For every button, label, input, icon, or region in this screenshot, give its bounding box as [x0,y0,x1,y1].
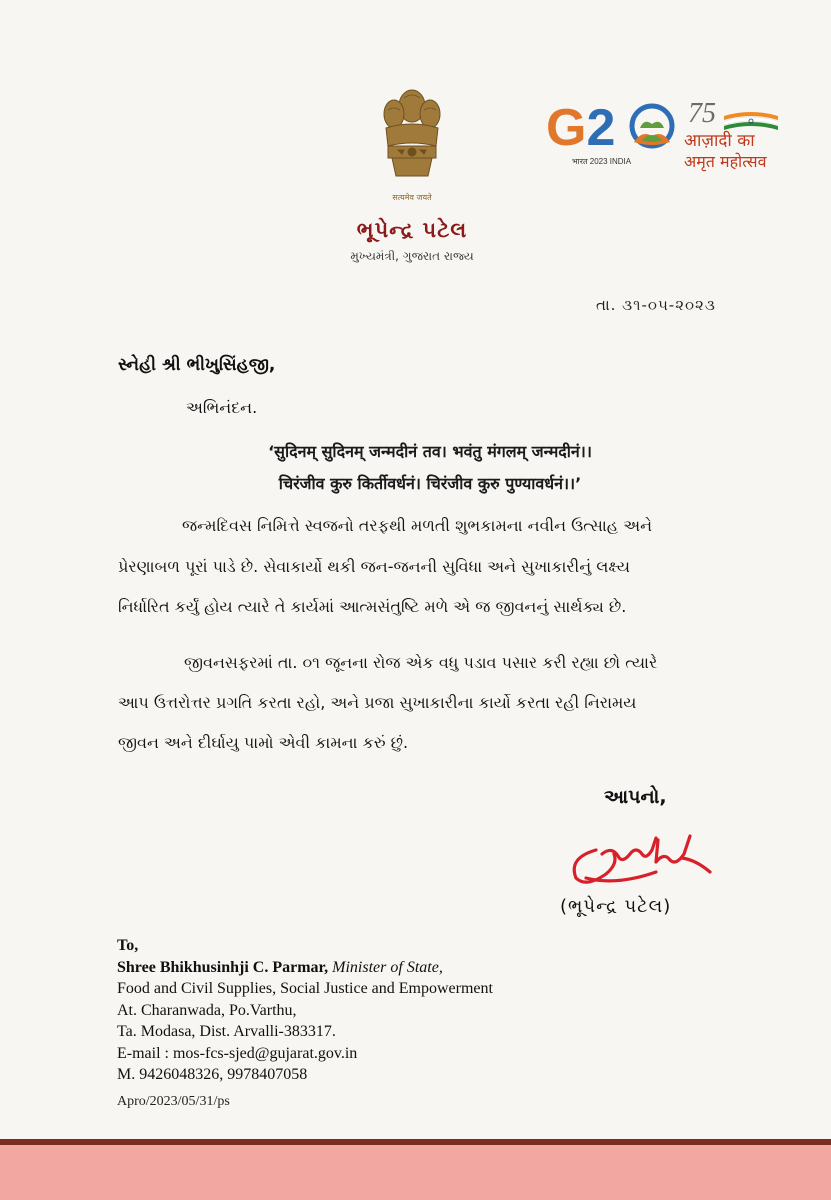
body-paragraph-2-line-2: આપ ઉત્તરોત્તર પ્રગતિ કરતા રહો, અને પ્રજા સુખાકારીના કાર્યો કરતા રહી નિરામય [118,693,637,712]
azadi-line2: अमृत महोत्सव [684,152,767,171]
azadi-ka-amrit-mahotsav-logo [684,98,794,178]
address-line-district: Ta. Modasa, Dist. Arvalli-383317. [117,1023,336,1040]
footer-band [0,1145,831,1200]
lion-capital-icon [372,84,452,192]
signer-name: (ભૂપેન્દ્ર પટેલ) [560,896,672,917]
letterhead-title: મુખ્યમંત્રી, ગુજરાત રાજ્ય [350,249,474,263]
g20-logo [546,98,676,178]
body-paragraph-1-line-1: જન્મદિવસ નિમિત્તે સ્વજનો તરફથી મળતી શુભકામના નવીન ઉત્સાહ અને [182,516,653,535]
greeting: અભિનંદન. [186,398,258,417]
recipient-address [117,935,493,1086]
handwritten-signature [566,820,726,894]
shloka-line-1: ‘सुदिनम् सुदिनम् जन्मदीनं तव। भवंतु मंगलम् जन्मदीनं।। [268,442,592,461]
g20-caption: भारत 2023 INDIA [572,157,632,166]
shloka-line-2: चिरंजीव कुरु किर्तीवर्धनं। चिरंजीव कुरु पुण्यावर्धनं।।’ [278,474,582,493]
address-line-village: At. Charanwada, Po.Varthu, [117,1001,297,1019]
g20-digit-2: 2 [586,99,616,157]
national-emblem [372,84,452,204]
recipient-role: Minister of State, [332,958,443,976]
g20-letter-g: G [546,99,587,157]
azadi-line1: आज़ादी का [684,131,755,151]
body-paragraph-1-line-3: નિર્ધારિત કર્યું હોય ત્યારે તે કાર્યમાં આત્મસંતુષ્ટિ મળે એ જ જીવનનું સાર્થક્ય છે. [118,597,627,616]
closing: આપનો, [604,786,667,808]
recipient-name: Shree Bhikhusinhji C. Parmar, [117,958,329,976]
azadi-number: 75 [688,98,716,129]
salutation: સ્નેહી શ્રી ભીખુસિંહજી, [118,355,276,375]
body-paragraph-2-line-3: જીવન અને દીર્ઘાયુ પામો એવી કામના કરું છું. [118,733,409,752]
reference-number: Apro/2023/05/31/ps [117,1094,230,1109]
address-line-department: Food and Civil Supplies, Social Justice and Empowerment [117,980,493,997]
body-paragraph-2-line-1: જીવનસફરમાં તા. ૦૧ જૂનના રોજ એક વધુ પડાવ પસાર કરી રહ્યા છો ત્યારે [184,653,658,672]
recipient-phone: M. 9426048326, 9978407058 [117,1066,308,1083]
recipient-email: E-mail : mos-fcs-sjed@gujarat.gov.in [117,1044,358,1062]
letterhead-name: ભૂપેન્દ્ર પટેલ [356,218,468,242]
address-to: To, [117,937,139,954]
g20-lotus-globe-icon [626,102,678,154]
emblem-motto: सत्यमेव जयते [392,193,432,202]
body-paragraph-1-line-2: પ્રેરણાબળ પૂરાં પાડે છે. સેવાકાર્યો થકી જન-જનની સુવિધા અને સુખાકારીનું લક્ષ્ય [118,557,630,576]
letter-date: તા. ૩૧-૦૫-૨૦૨૩ [596,296,716,314]
